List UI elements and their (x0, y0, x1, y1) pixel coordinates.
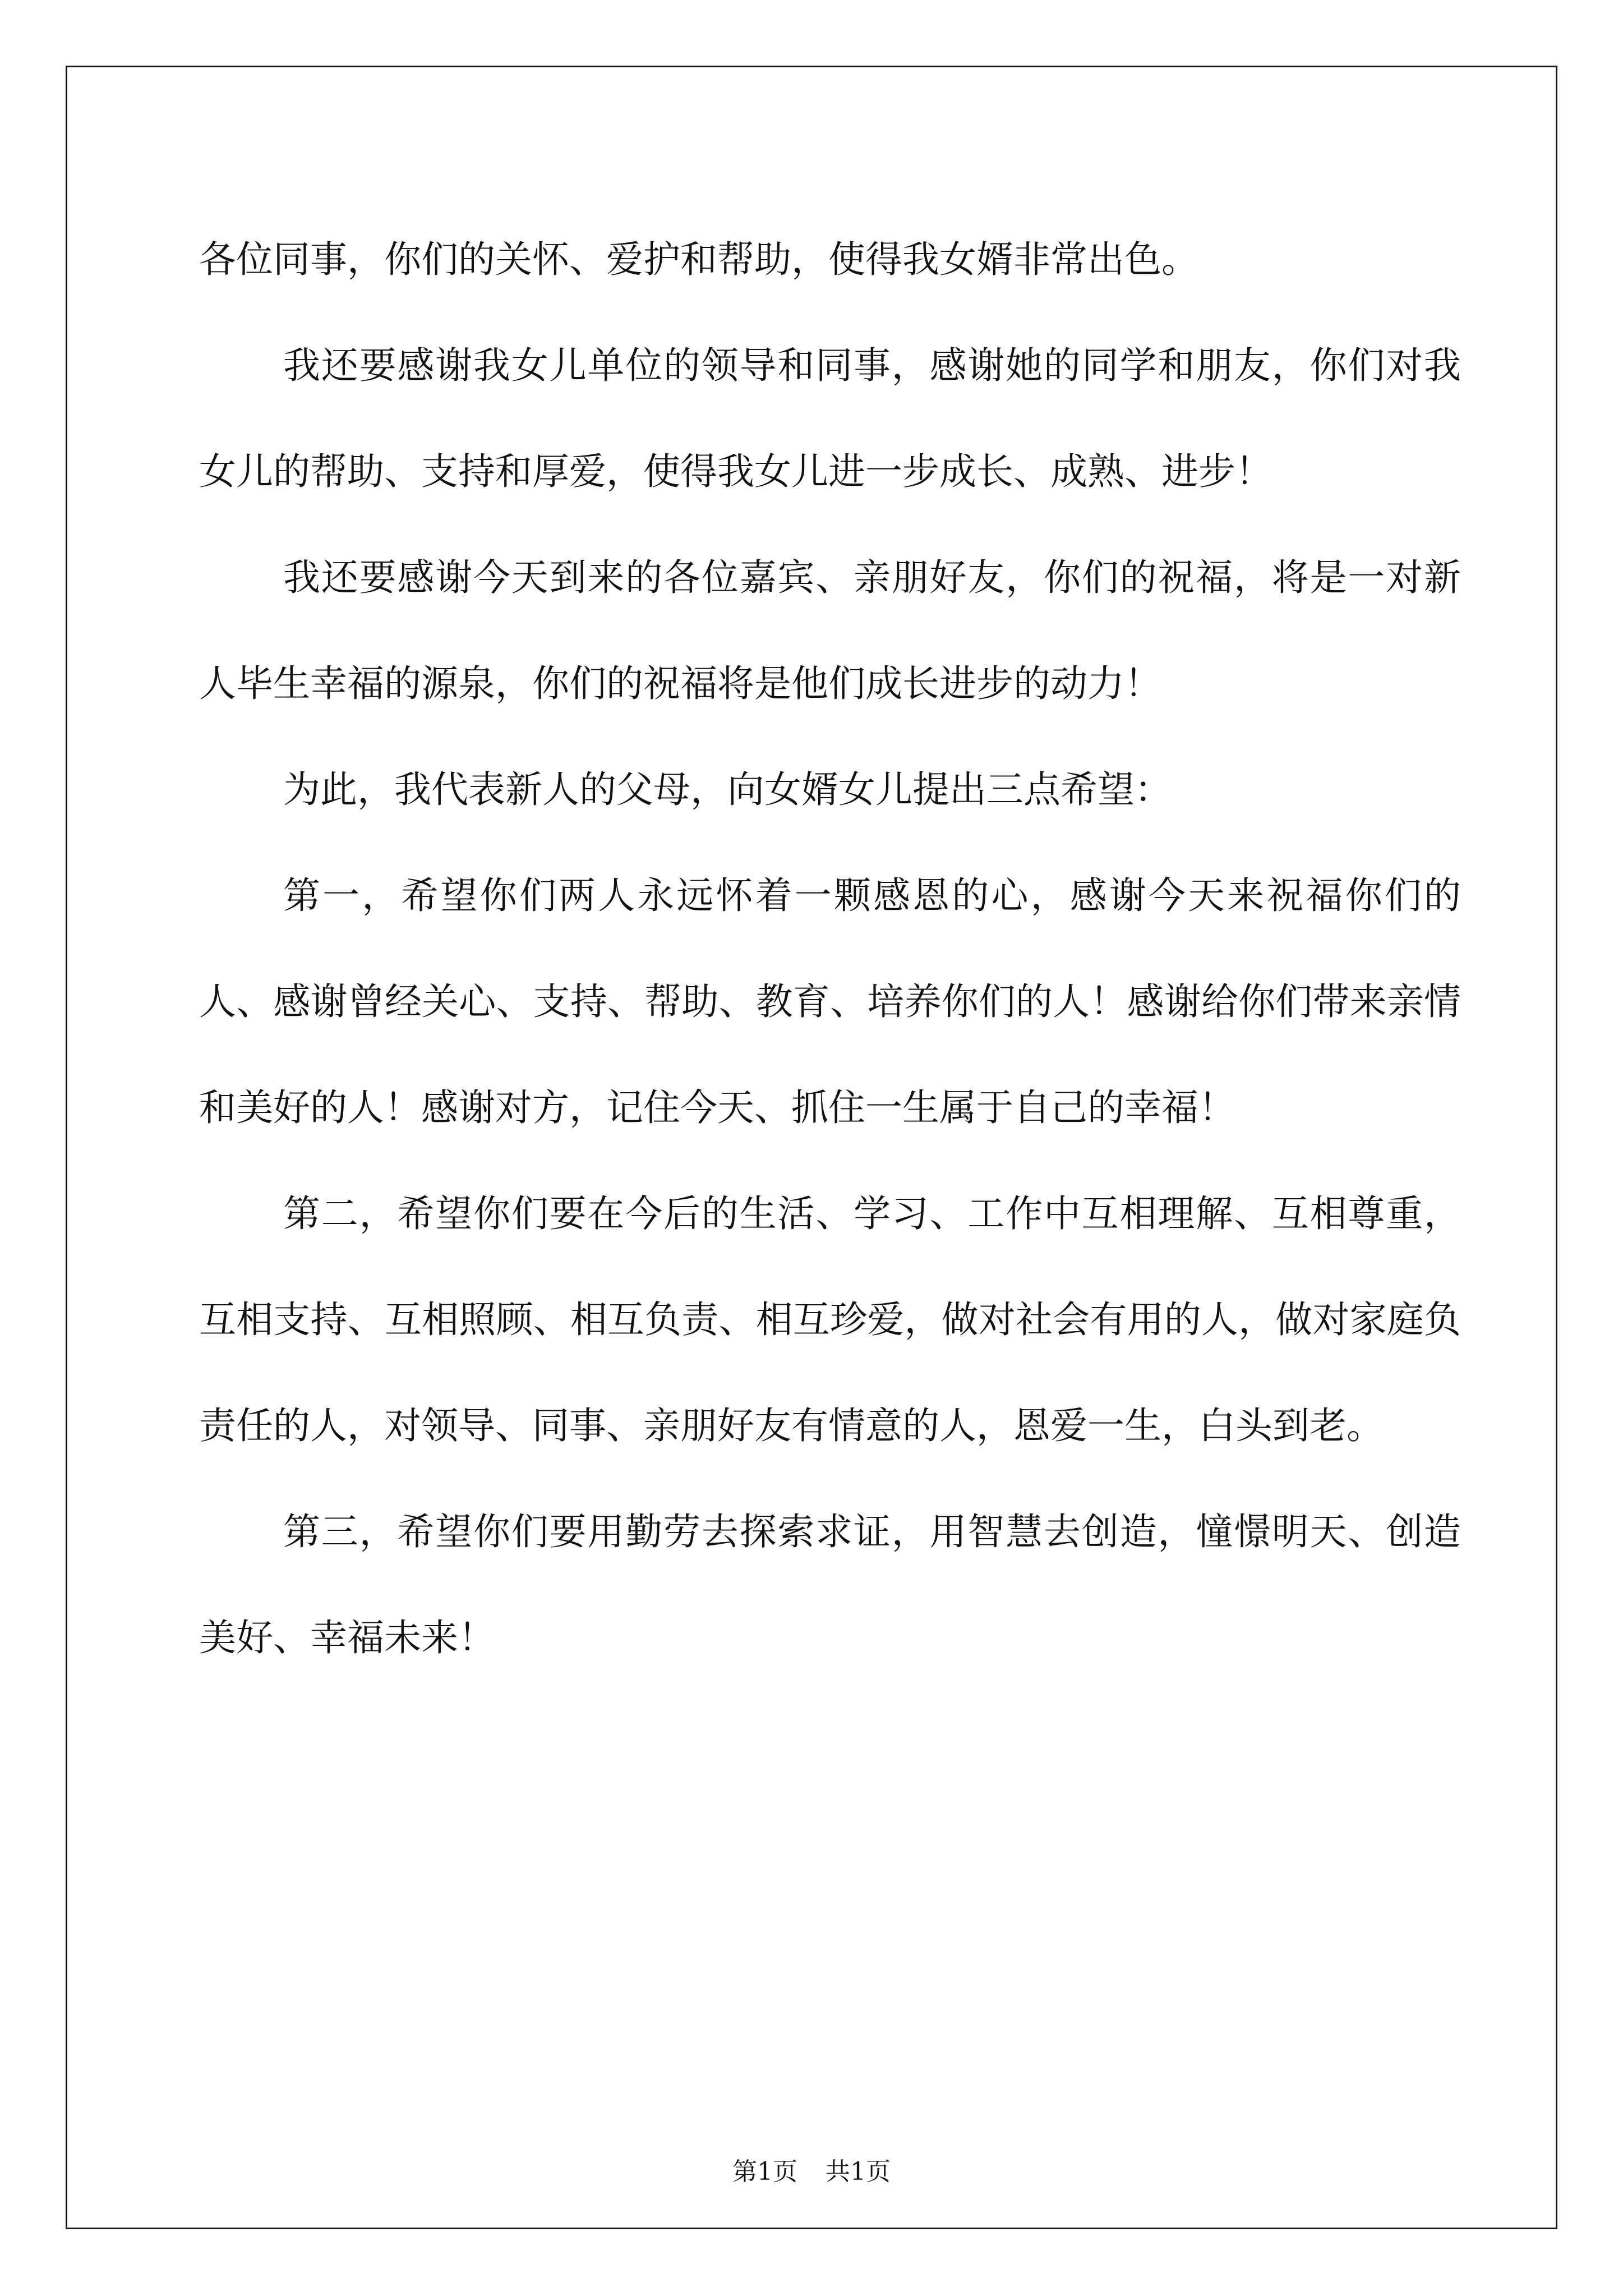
page-footer (0, 2151, 1623, 2187)
paragraph-5: 第一，希望你们两人永远怀着一颗感恩的心，感谢今天来祝福你们的人、感谢曾经关心、支持、帮助、教育、培养你们的人！感谢给你们带来亲情和美好的人！感谢对方，记住今天、抓住一生属于自己的幸福！ (199, 874, 1461, 1129)
document-body (199, 206, 1461, 1691)
paragraph-1: 各位同事，你们的关怀、爱护和帮助，使得我女婿非常出色。 (199, 238, 1198, 281)
paragraph-6: 第二，希望你们要在今后的生活、学习、工作中互相理解、互相尊重，互相支持、互相照顾、相互负责、相互珍爱，做对社会有用的人，做对家庭负责任的人，对领导、同事、亲朋好友有情意的人，恩爱一生，白头到老。 (199, 1192, 1461, 1447)
paragraph-4: 为此，我代表新人的父母，向女婿女儿提出三点希望： (283, 768, 1172, 811)
page-total: 共1页 (826, 2157, 891, 2186)
paragraph-3: 我还要感谢今天到来的各位嘉宾、亲朋好友，你们的祝福，将是一对新人毕生幸福的源泉，你们的祝福将是他们成长进步的动力！ (199, 556, 1461, 705)
page-number: 第1页 (732, 2157, 797, 2186)
paragraph-2: 我还要感谢我女儿单位的领导和同事，感谢她的同学和朋友，你们对我女儿的帮助、支持和厚爱，使得我女儿进一步成长、成熟、进步！ (199, 344, 1461, 493)
paragraph-7: 第三，希望你们要用勤劳去探索求证，用智慧去创造，憧憬明天、创造美好、幸福未来！ (199, 1510, 1461, 1659)
